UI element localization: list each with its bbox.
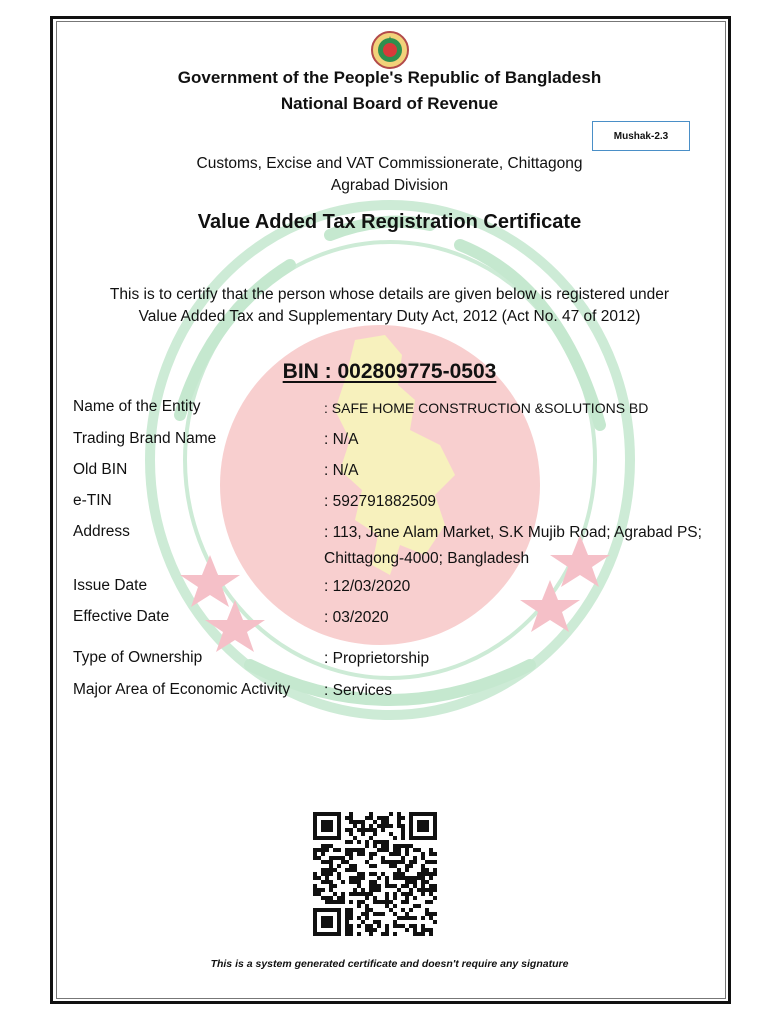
field-value: : Proprietorship [324, 650, 430, 667]
field-value: : 12/03/2020 [324, 578, 411, 595]
field-label: Effective Date [73, 608, 170, 625]
field-value: : 113, Jane Alam Market, S.K Mujib Road; Agrabad PS; Chittagong-4000; Bangladesh [324, 524, 702, 567]
system-generated-note: This is a system generated certificate and doesn't require any signature [210, 958, 569, 970]
form-code-badge: Mushak-2.3 [592, 121, 690, 151]
qr-code-icon [313, 812, 437, 936]
certify-line-2: Value Added Tax and Supplementary Duty Act, 2012 (Act No. 47 of 2012) [138, 308, 641, 325]
certify-line-1: This is to certify that the person whose details are given below is registered under [109, 286, 670, 303]
field-label: Major Area of Economic Activity [73, 681, 291, 698]
field-value: : 592791882509 [324, 493, 437, 510]
bin-number [0, 360, 779, 384]
field-label: Name of the Entity [73, 398, 201, 415]
field-value: : Services [324, 682, 393, 699]
division: Agrabad Division [330, 177, 449, 194]
field-label: Issue Date [73, 577, 148, 594]
government-emblem-icon [370, 30, 410, 70]
field-label: Type of Ownership [73, 649, 203, 666]
field-label: Trading Brand Name [73, 430, 217, 447]
field-value: : N/A [324, 431, 359, 448]
field-label: Address [73, 523, 130, 540]
commissionerate: Customs, Excise and VAT Commissionerate, Chittagong [196, 155, 583, 172]
field-value: : N/A [324, 462, 359, 479]
field-label: e-TIN [73, 492, 112, 509]
bin-number-text: BIN : 002809775-0503 [282, 360, 497, 383]
field-value: : SAFE HOME CONSTRUCTION &SOLUTIONS BD [324, 400, 649, 416]
government-title: Government of the People's Republic of Bangladesh [177, 68, 602, 87]
board-title: National Board of Revenue [280, 94, 499, 113]
field-label: Old BIN [73, 461, 128, 478]
certificate-title: Value Added Tax Registration Certificate [197, 211, 582, 233]
field-value: : 03/2020 [324, 609, 389, 626]
